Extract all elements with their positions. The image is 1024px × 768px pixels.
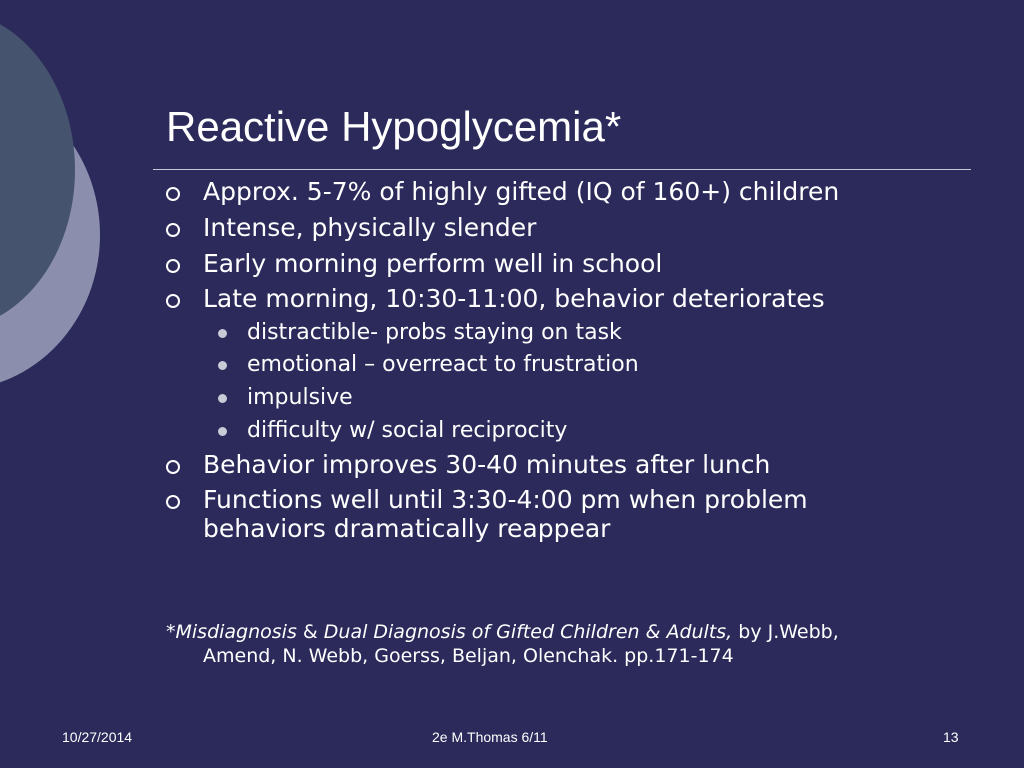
ring-bullet-icon <box>166 294 180 308</box>
slide-title: Reactive Hypoglycemia* <box>166 103 622 150</box>
ring-bullet-icon <box>166 460 180 474</box>
bullet-item: Approx. 5-7% of highly gifted (IQ of 160+) children <box>203 177 840 206</box>
footer-center-text: 2e M.Thomas 6/11 <box>432 729 548 745</box>
reference-citation <box>166 620 996 668</box>
ring-bullet-icon <box>166 187 180 201</box>
ring-bullet-icon <box>166 223 180 237</box>
reference-ampersand: & <box>296 621 324 643</box>
sub-bullet-item: emotional – overreact to frustration <box>247 352 639 377</box>
bullet-item: Late morning, 10:30-11:00, behavior deteriorates <box>203 284 825 313</box>
bullet-item: Functions well until 3:30-4:00 pm when problem <box>203 485 808 514</box>
sub-bullet-item: impulsive <box>247 385 353 410</box>
dot-bullet-icon <box>218 394 227 403</box>
reference-book-title-part2: Dual Diagnosis of Gifted Children & Adults, <box>323 621 733 643</box>
slide-number: 13 <box>943 729 959 745</box>
reference-authors: by J.Webb, <box>732 621 839 643</box>
title-divider <box>153 169 971 170</box>
reference-authors-continued: Amend, N. Webb, Goerss, Beljan, Olenchak. pp.171-174 <box>203 645 734 667</box>
ring-bullet-icon <box>166 259 180 273</box>
sub-bullet-item: difficulty w/ social reciprocity <box>247 418 568 443</box>
dot-bullet-icon <box>218 329 227 338</box>
bullet-item: Early morning perform well in school <box>203 249 663 278</box>
footer-date: 10/27/2014 <box>62 729 133 745</box>
bullet-item: Behavior improves 30-40 minutes after lunch <box>203 450 771 479</box>
sub-bullet-item: distractible- probs staying on task <box>247 320 622 345</box>
reference-asterisk: * <box>166 621 176 643</box>
ring-bullet-icon <box>166 495 180 509</box>
bullet-item: Intense, physically slender <box>203 213 537 242</box>
bullet-item-continuation: behaviors dramatically reappear <box>203 514 611 543</box>
dot-bullet-icon <box>218 427 227 436</box>
dot-bullet-icon <box>218 361 227 370</box>
reference-book-title-part1: Misdiagnosis <box>175 621 297 643</box>
